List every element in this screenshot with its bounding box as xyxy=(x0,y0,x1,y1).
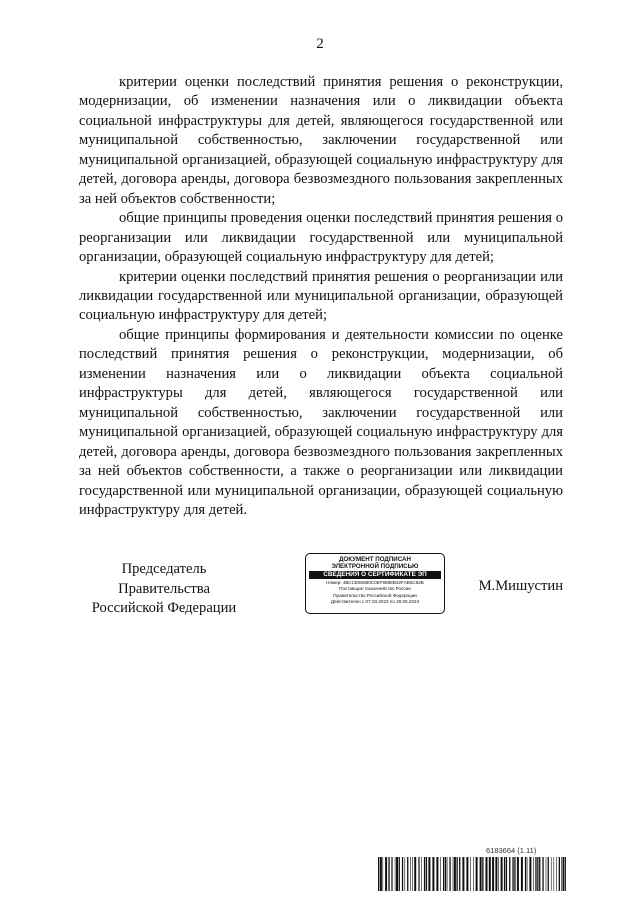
signer-position-line1: Председатель Правительства xyxy=(118,561,210,597)
signer-name: М.Мишустин xyxy=(478,578,563,594)
paragraph-commission-principles: общие принципы формирования и деятельности комиссии по оценке последствий принятия решения о реконструкции, модернизации, об изменении назначения или о ликвидации объекта социальной инфраструктуры для детей, являющегося государственной или муниципальной собственностью, заключении государственной или муниципальной организацией, образующей социальную инфраструктуру для детей, договора аренды, договора безвозмездного пользования закрепленных за ней объектов собственности, а также о реорганизации или ликвидации государственной или муниципальной организации, образующей социальную инфраструктуру для детей. xyxy=(79,326,563,518)
stamp-issuer: Поставщик: Казначейство России xyxy=(339,586,411,592)
barcode-number: 6183664 (1.11) xyxy=(486,846,537,855)
page-number: 2 xyxy=(316,36,324,52)
paragraph-principles-reorganization: общие принципы проведения оценки последствий принятия решения о реорганизации или ликвидации государственной или муниципальной организации, образующей социальную инфраструктуру для детей; xyxy=(79,210,563,266)
paragraph-criteria-reorganization: критерии оценки последствий принятия решения о реорганизации или ликвидации государственной или муниципальной организации, образующей социальную инфраструктуру для детей; xyxy=(79,268,563,324)
signer-position-line2: Российской Федерации xyxy=(91,600,237,616)
signer-position xyxy=(79,560,249,619)
stamp-serial: Номер: 4ВССЕ56880С0ЕF8888В42FАВ5С82В xyxy=(326,580,424,585)
stamp-certificate-band: СВЕДЕНИЯ О СЕРТИФИКАТЕ ЭП xyxy=(309,571,441,579)
barcode-icon xyxy=(378,857,566,891)
paragraph-criteria-reconstruction: критерии оценки последствий принятия решения о реконструкции, модернизации, об изменении назначения или о ликвидации объекта социальной инфраструктуры для детей, являющегося государственной или муниципальной собственностью, заключении государственной или муниципальной организацией, образующей социальную инфраструктуру для детей, договора аренды, договора безвозмездного пользования закрепленных за ней объектов собственности; xyxy=(79,74,563,207)
stamp-title-line2: ЭЛЕКТРОННОЙ ПОДПИСЬЮ xyxy=(331,563,419,570)
stamp-title-line1: ДОКУМЕНТ ПОДПИСАН xyxy=(339,556,411,563)
document-body xyxy=(79,73,563,520)
stamp-validity: Действителен с 07.03.2023 по 30.05.2024 xyxy=(330,599,420,605)
stamp-owner: Правительство Российской Федерации xyxy=(333,592,417,598)
electronic-signature-stamp xyxy=(305,553,445,614)
